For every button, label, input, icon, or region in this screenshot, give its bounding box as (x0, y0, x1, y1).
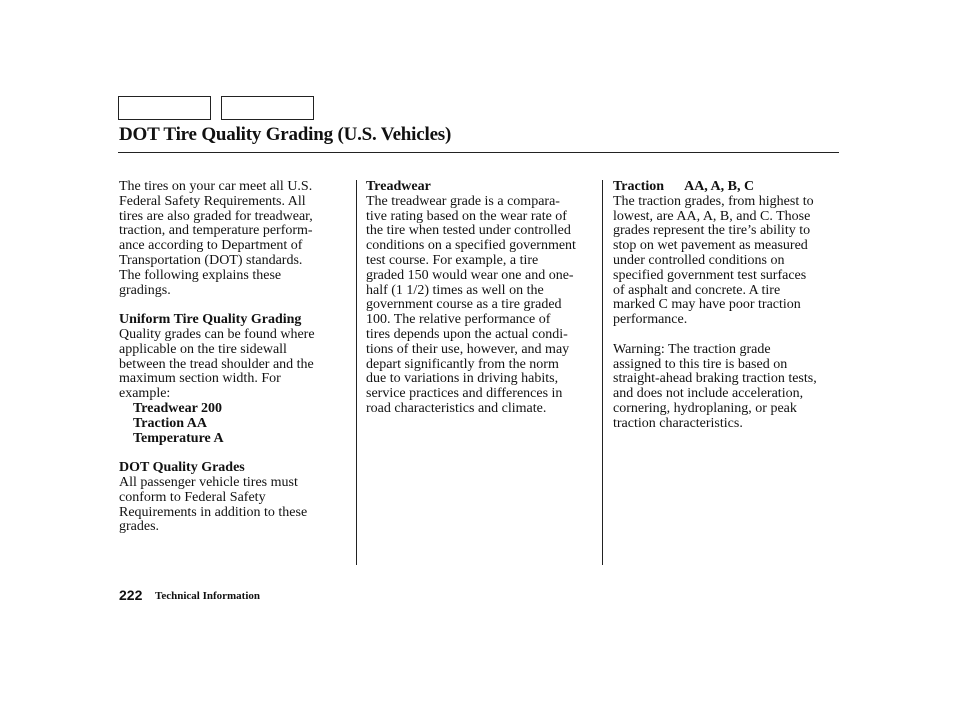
traction-heading: Traction (613, 179, 665, 194)
intro-line: The following explains these (119, 267, 282, 283)
treadwear-line: conditions on a specified government (366, 238, 576, 254)
traction-line: The traction grades, from highest to (613, 193, 814, 209)
warning-line: Warning: The traction grade (613, 341, 771, 357)
treadwear-line: tions of their use, however, and may (366, 341, 570, 357)
treadwear-line: service practices and differences in (366, 386, 563, 402)
uniform-grading-heading: Uniform Tire Quality Grading (119, 312, 302, 328)
traction-line: under controlled conditions on (613, 252, 785, 268)
example-temperature: Temperature A (133, 430, 224, 446)
dot-body-line: Requirements in addition to these (119, 504, 308, 520)
intro-line: traction, and temperature perform- (119, 223, 313, 239)
column-traction (613, 180, 841, 432)
column-divider (356, 180, 357, 565)
treadwear-line: the tire when tested under controlled (366, 223, 571, 239)
previous-page-button[interactable] (118, 96, 211, 120)
page-number: 222 (119, 587, 143, 603)
uniform-body-line: Quality grades can be found where (119, 326, 315, 342)
traction-heading-row (613, 180, 841, 195)
intro-line: The tires on your car meet all U.S. (119, 179, 313, 194)
traction-line: specified government test surfaces (613, 267, 807, 283)
treadwear-line: depart significantly from the norm (366, 356, 559, 372)
treadwear-line: tires depends upon the actual condi- (366, 326, 568, 342)
next-page-button[interactable] (221, 96, 314, 120)
treadwear-line: due to variations in driving habits, (366, 371, 559, 387)
treadwear-line: graded 150 would wear one and one- (366, 267, 574, 283)
uniform-body-line: between the tread shoulder and the (119, 356, 314, 372)
traction-line: marked C may have poor traction (613, 297, 801, 313)
dot-body-line: All passenger vehicle tires must (119, 474, 298, 490)
traction-line: of asphalt and concrete. A tire (613, 282, 781, 298)
traction-line: lowest, are AA, A, B, and C. Those (613, 208, 811, 224)
example-traction: Traction AA (133, 415, 208, 431)
treadwear-line: The treadwear grade is a compara- (366, 193, 560, 209)
traction-line: grades represent the tire’s ability to (613, 223, 811, 239)
column-intro (119, 180, 349, 535)
treadwear-line: government course as a tire graded (366, 297, 562, 313)
dot-body-line: grades. (119, 519, 160, 535)
intro-line: Federal Safety Requirements. All (119, 193, 306, 209)
traction-line: performance. (613, 312, 688, 328)
warning-line: and does not include acceleration, (613, 386, 804, 402)
uniform-body-line: maximum section width. For (119, 371, 281, 387)
uniform-body-line: applicable on the tire sidewall (119, 341, 287, 357)
warning-line: cornering, hydroplaning, or peak (613, 400, 797, 416)
title-divider (118, 152, 839, 153)
intro-line: tires are also graded for treadwear, (119, 208, 313, 224)
page-title: DOT Tire Quality Grading (U.S. Vehicles) (119, 124, 452, 145)
treadwear-line: half (1 1/2) times as well on the (366, 282, 544, 298)
traction-grades: AA, A, B, C (684, 179, 755, 194)
intro-line: Transportation (DOT) standards. (119, 252, 303, 268)
warning-line: traction characteristics. (613, 415, 743, 431)
section-name: Technical Information (155, 590, 261, 602)
dot-body-line: conform to Federal Safety (119, 489, 266, 505)
column-treadwear (366, 180, 598, 417)
treadwear-heading: Treadwear (366, 179, 431, 194)
treadwear-line: tive rating based on the wear rate of (366, 208, 567, 224)
traction-line: stop on wet pavement as measured (613, 238, 808, 254)
intro-line: ance according to Department of (119, 238, 303, 254)
dot-grades-heading: DOT Quality Grades (119, 460, 245, 476)
treadwear-line: test course. For example, a tire (366, 252, 539, 268)
treadwear-line: road characteristics and climate. (366, 400, 547, 416)
column-divider (602, 180, 603, 565)
warning-line: assigned to this tire is based on (613, 356, 788, 372)
warning-line: straight-ahead braking traction tests, (613, 371, 817, 387)
uniform-body-line: example: (119, 386, 171, 402)
example-treadwear: Treadwear 200 (133, 400, 223, 416)
intro-line: gradings. (119, 282, 171, 298)
treadwear-line: 100. The relative performance of (366, 312, 551, 328)
